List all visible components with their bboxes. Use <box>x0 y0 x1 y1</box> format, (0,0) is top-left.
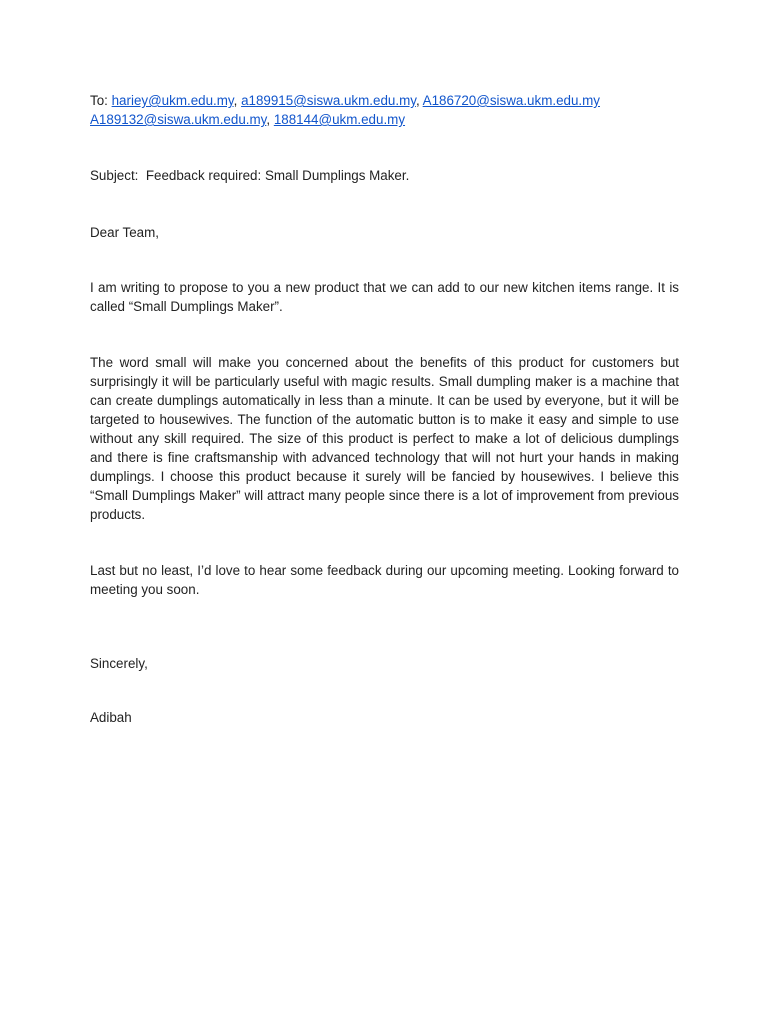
closing: Sincerely, <box>90 656 148 671</box>
signature: Adibah <box>90 710 132 725</box>
body-paragraph-description: The word small will make you concerned about the benefits of this product for customers but surprisingly it will be particularly useful with magic results. Small dumpling maker is a machine that can create dumplings automatically in less than a minute. It can be used by everyone, but it will be targeted to housewives. The function of the automatic button is to make it easy and simple to use without any skill required. The size of this product is perfect to make a lot of delicious dumplings and there is fine craftsmanship with advanced technology that will not hurt your hands in making dumplings. I choose this product because it surely will be fancied by housewives. I believe this “Small Dumplings Maker” will attract many people since there is a lot of improvement from previous products. <box>90 355 679 522</box>
to-label: To: <box>90 93 108 108</box>
email-document <box>90 91 679 727</box>
recipient-email[interactable]: A186720@siswa.ukm.edu.my <box>422 93 600 108</box>
recipient-email[interactable]: hariey@ukm.edu.my <box>111 93 234 108</box>
recipient-separator: , <box>415 93 423 108</box>
body-paragraph-intro: I am writing to propose to you a new product that we can add to our new kitchen items range. It is called “Small Dumplings Maker”. <box>90 280 679 314</box>
body-paragraph-closing-request: Last but no least, I’d love to hear some feedback during our upcoming meeting. Looking forward to meeting you soon. <box>90 563 679 597</box>
subject-text: Feedback required: Small Dumplings Maker. <box>145 168 410 183</box>
salutation: Dear Team, <box>90 225 159 240</box>
subject-line <box>90 166 679 185</box>
recipient-email[interactable]: 188144@ukm.edu.my <box>273 112 406 127</box>
recipients-line-2 <box>90 110 679 129</box>
recipient-separator: , <box>233 93 242 108</box>
subject-label: Subject: <box>90 168 139 183</box>
recipient-email[interactable]: a189915@siswa.ukm.edu.my <box>241 93 416 108</box>
recipients-line-1 <box>90 91 679 110</box>
recipient-separator: , <box>266 112 274 127</box>
recipient-email[interactable]: A189132@siswa.ukm.edu.my <box>90 112 267 127</box>
recipients-block <box>90 91 679 129</box>
